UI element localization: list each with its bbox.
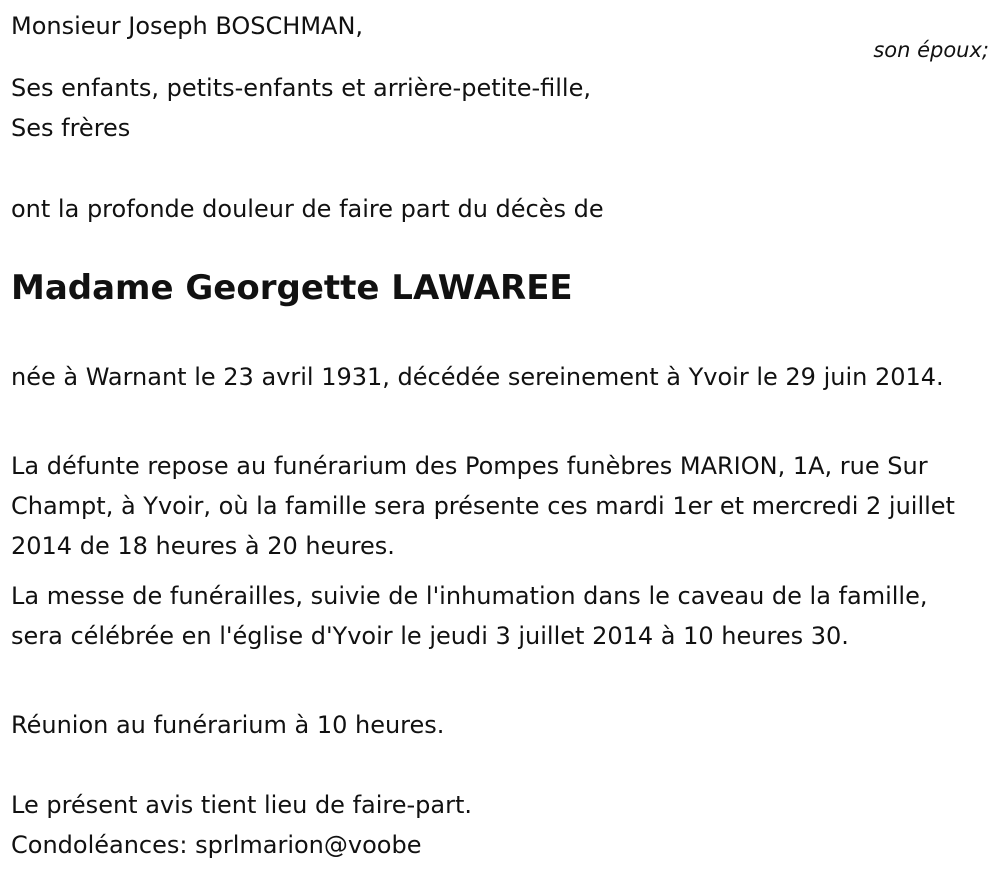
funeral-paragraph: La messe de funérailles, suivie de l'inhumation dans le caveau de la famille, sera célébrée en l'église d'Yvoir le jeudi 3 juillet 2014 à 10 heures 30.	[11, 582, 928, 650]
husband-role: son époux;	[873, 38, 989, 62]
deceased-name: Madame Georgette LAWAREE	[11, 268, 573, 308]
announcement-line: ont la profonde douleur de faire part du décès de	[11, 195, 604, 223]
condolences-line: Condoléances: sprlmarion@voobe	[11, 831, 422, 859]
notice-line: Le présent avis tient lieu de faire-part.	[11, 791, 473, 819]
children-line: Ses enfants, petits-enfants et arrière-petite-fille,	[11, 74, 591, 102]
viewing-paragraph: La défunte repose au funérarium des Pompes funèbres MARION, 1A, rue Sur Champt, à Yvoir, où la famille sera présente ces mardi 1er et mercredi 2 juillet 2014 de 18 heures à 20 heures.	[11, 452, 955, 560]
brothers-line: Ses frères	[11, 114, 131, 142]
birth-death-paragraph: née à Warnant le 23 avril 1931, décédée sereinement à Yvoir le 29 juin 2014.	[11, 363, 944, 391]
husband-line: Monsieur Joseph BOSCHMAN,	[11, 12, 364, 40]
meeting-line: Réunion au funérarium à 10 heures.	[11, 711, 445, 739]
